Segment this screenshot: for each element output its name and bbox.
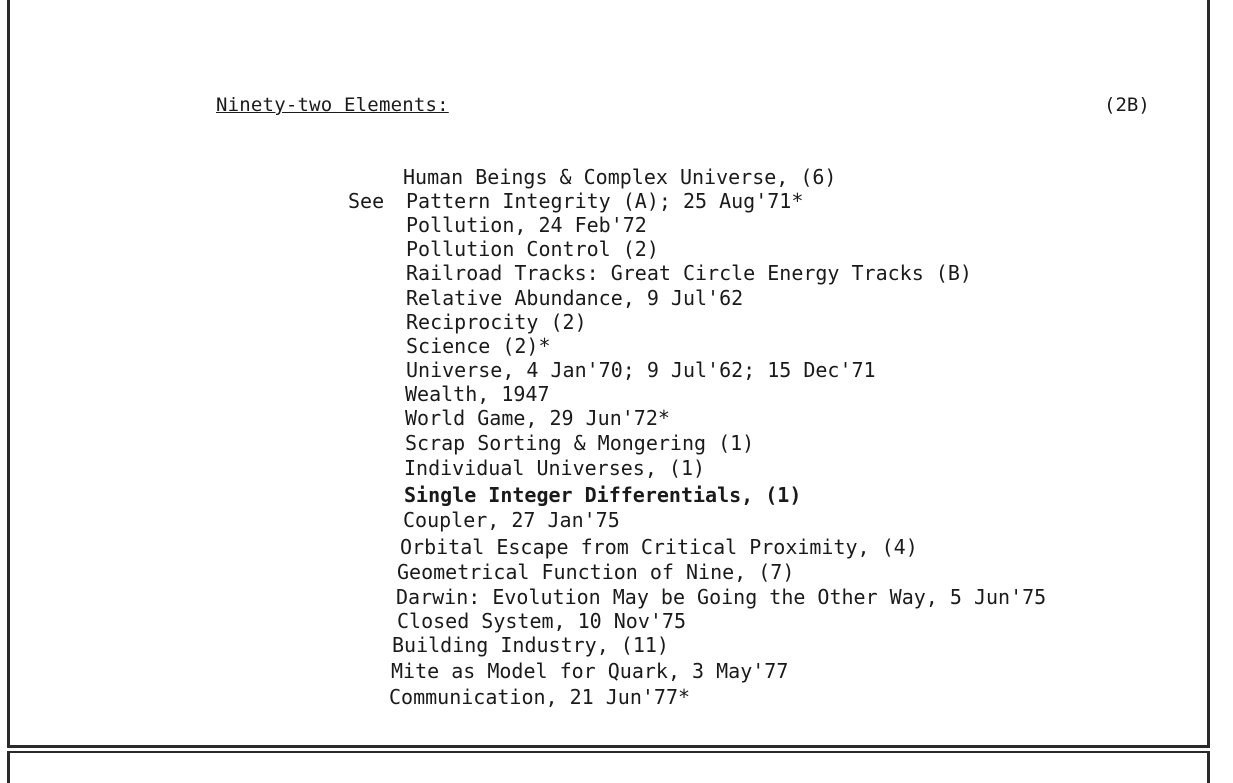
- cross-reference-entry: Mite as Model for Quark, 3 May'77: [391, 659, 789, 683]
- cross-reference-entry: Railroad Tracks: Great Circle Energy Tracks (B): [406, 261, 972, 285]
- cross-reference-entry: Pattern Integrity (A); 25 Aug'71*: [406, 189, 804, 213]
- cross-reference-entry: Pollution Control (2): [406, 237, 659, 261]
- cross-reference-entry: Wealth, 1947: [405, 382, 550, 406]
- cross-reference-entry: Closed System, 10 Nov'75: [397, 609, 686, 633]
- cross-reference-entry: Science (2)*: [406, 334, 551, 358]
- cross-reference-entry: Human Beings & Complex Universe, (6): [403, 165, 837, 189]
- cross-reference-entry: Geometrical Function of Nine, (7): [397, 560, 795, 584]
- cross-reference-entry: Reciprocity (2): [406, 310, 587, 334]
- cross-reference-entry: Pollution, 24 Feb'72: [406, 213, 647, 237]
- card-heading: Ninety-two Elements:: [216, 94, 449, 116]
- cross-reference-entry: World Game, 29 Jun'72*: [405, 406, 670, 430]
- cross-reference-entry: Single Integer Differentials, (1): [404, 483, 802, 507]
- cross-reference-entry: Relative Abundance, 9 Jul'62: [406, 286, 744, 310]
- cross-reference-entry: Coupler, 27 Jan'75: [403, 508, 620, 532]
- cross-reference-entry: Universe, 4 Jan'70; 9 Jul'62; 15 Dec'71: [406, 358, 876, 382]
- cross-reference-entry: Darwin: Evolution May be Going the Other Way, 5 Jun'75: [396, 585, 1047, 609]
- see-label: See: [348, 189, 385, 213]
- cross-reference-entry: Building Industry, (11): [392, 633, 669, 657]
- cross-reference-entry: Communication, 21 Jun'77*: [389, 685, 691, 709]
- card-id: (2B): [1104, 94, 1150, 116]
- cross-reference-entry: Scrap Sorting & Mongering (1): [405, 431, 755, 455]
- cross-reference-entry: Orbital Escape from Critical Proximity, (4): [400, 535, 918, 559]
- cross-reference-entry: Individual Universes, (1): [404, 456, 706, 480]
- next-card-edge: [7, 751, 1210, 783]
